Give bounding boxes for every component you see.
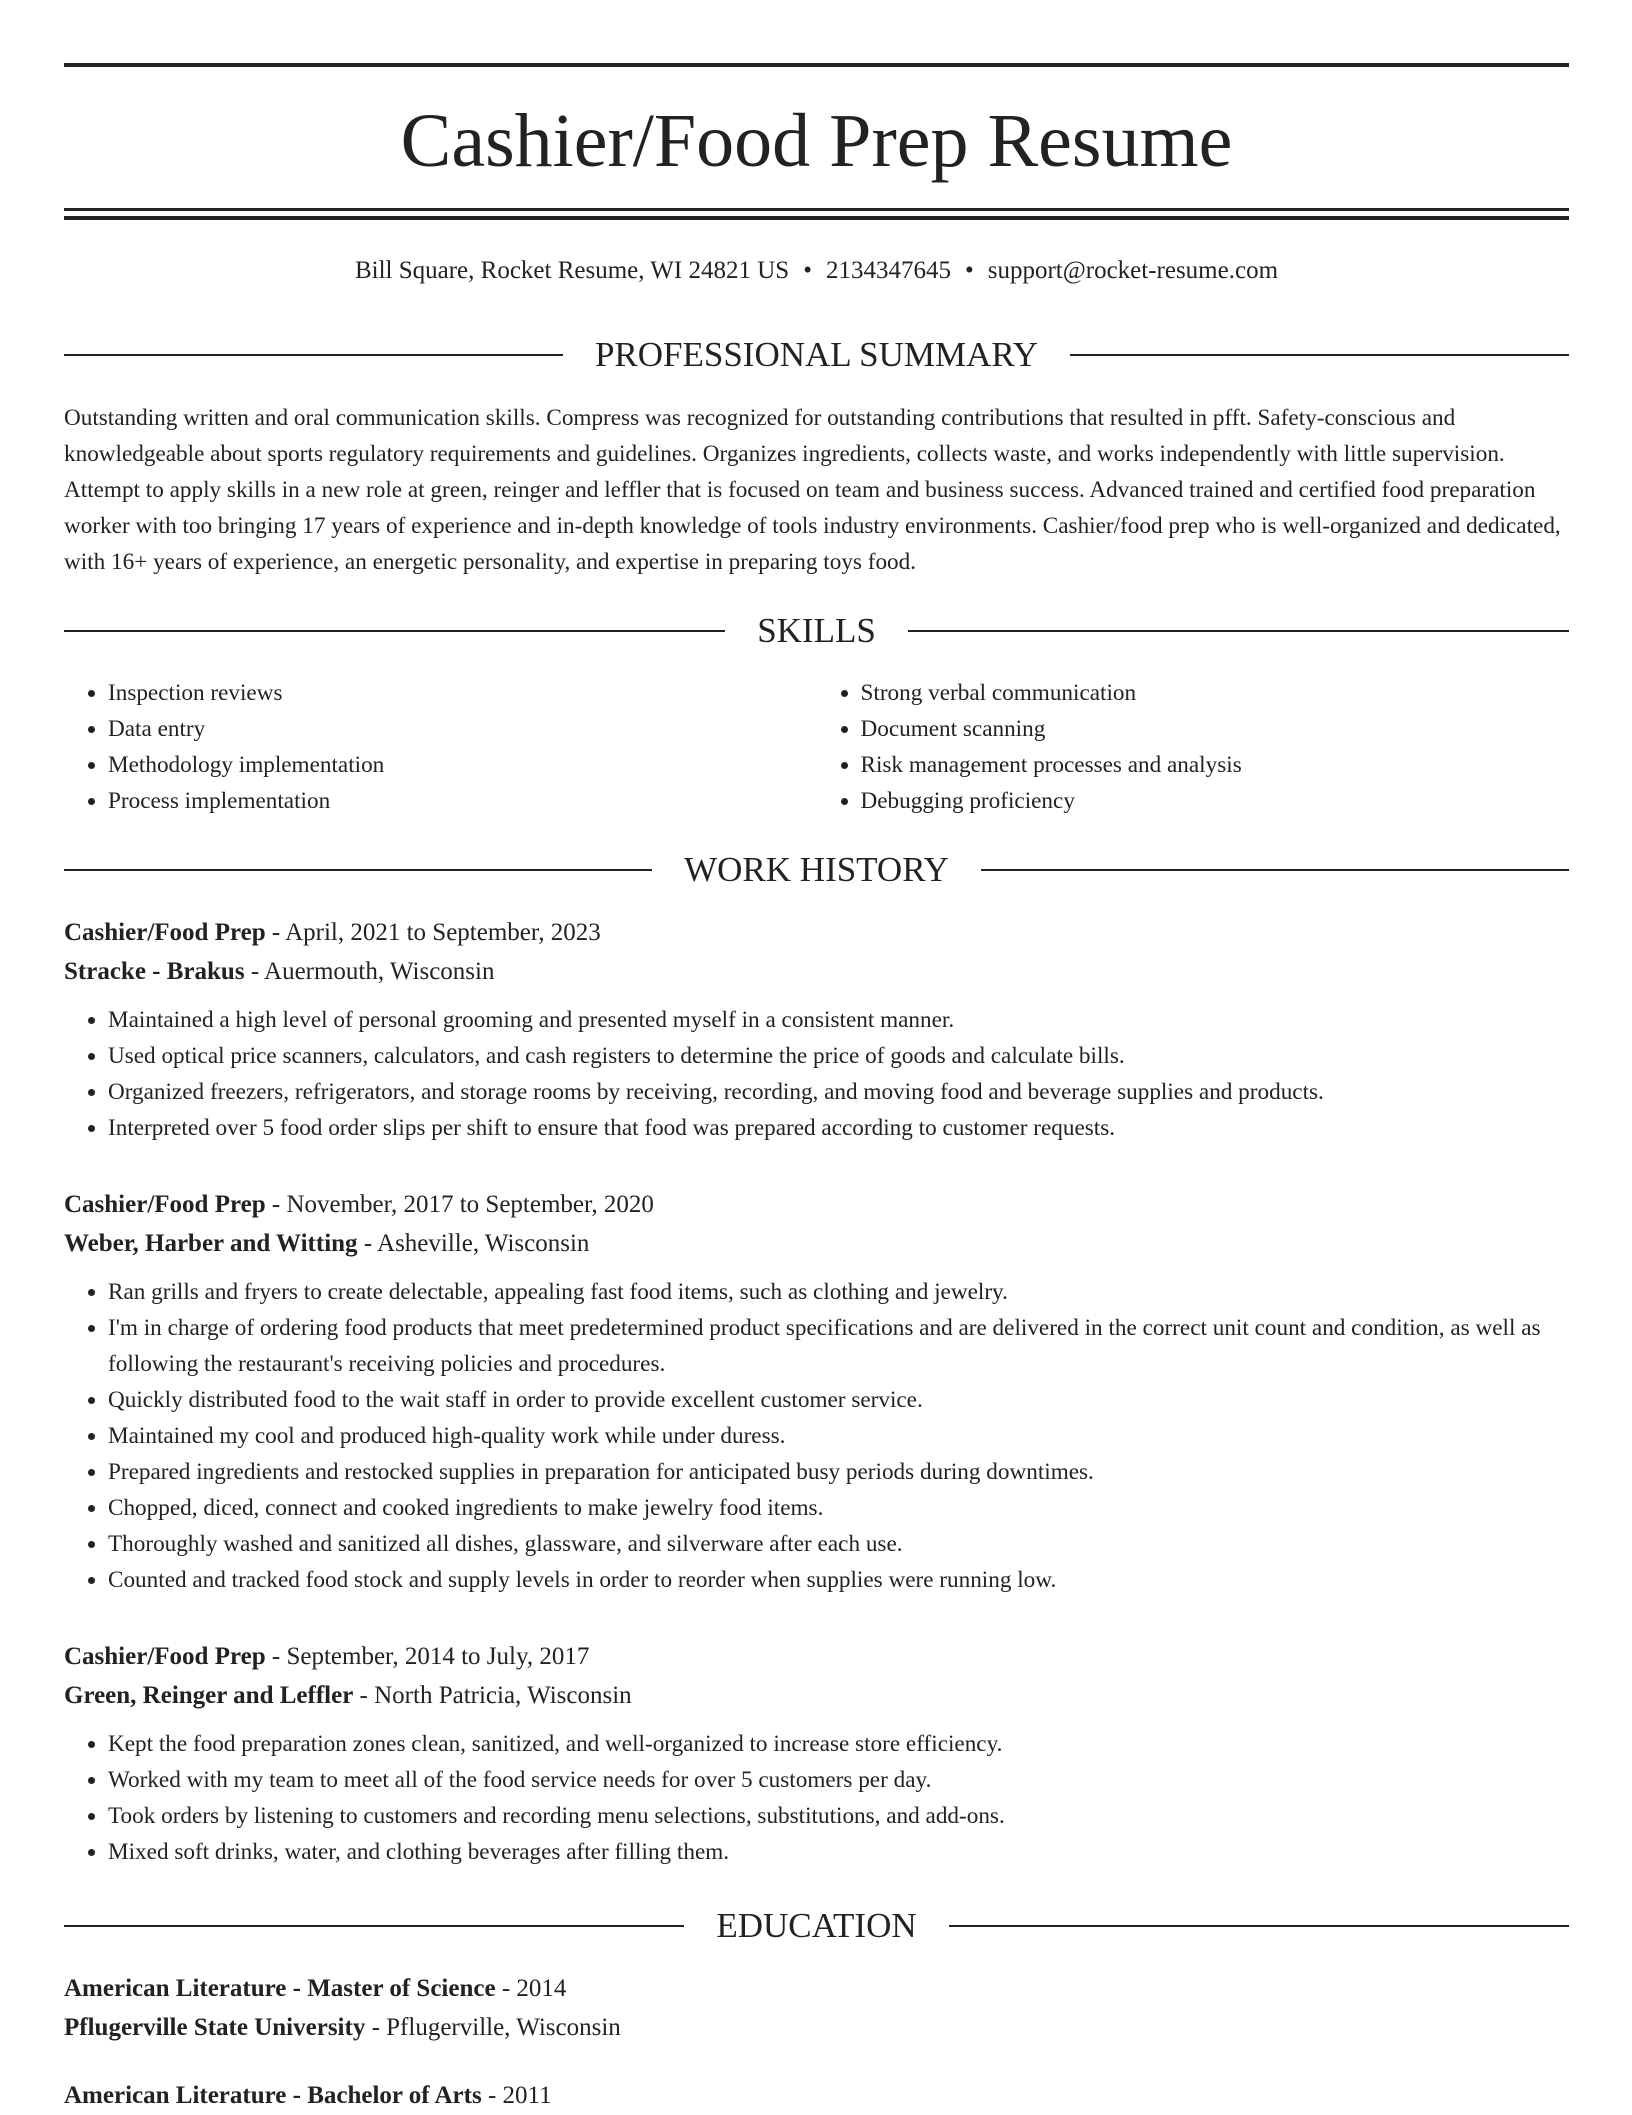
skills-column-right <box>817 675 1570 819</box>
skill-item: • Process implementation <box>108 783 817 819</box>
job-location: - Asheville, Wisconsin <box>357 1230 590 1257</box>
contact-email: support@rocket-resume.com <box>987 257 1279 284</box>
job-duty: • Used optical price scanners, calculators, and cash registers to determine the price of goods and calculate bills. <box>108 1038 1569 1074</box>
job-title: Cashier/Food Prep <box>64 1643 266 1670</box>
top-rule <box>64 63 1569 67</box>
education-heading-label: EDUCATION <box>716 1906 917 1945</box>
education-year: - 2014 <box>495 1975 567 2002</box>
skill-item: • Debugging proficiency <box>861 783 1570 819</box>
skill-item: • Data entry <box>108 711 817 747</box>
job-duty: • Organized freezers, refrigerators, and storage rooms by receiving, recording, and moving food and beverage supplies and products. <box>108 1074 1569 1110</box>
job-entry <box>64 1185 1569 1598</box>
education-degree: American Literature - Master of Science <box>64 1975 496 2002</box>
job-duty: • I'm in charge of ordering food products that meet predetermined product specifications and are delivered in the correct unit count and condition, as well as following the restaurant's receiving policies and procedures. <box>108 1310 1569 1382</box>
education-school-line <box>64 2008 1569 2047</box>
contact-phone: 2134347645 <box>825 257 951 284</box>
job-duty: • Prepared ingredients and restocked supplies in preparation for anticipated busy periods during downtimes. <box>108 1454 1569 1490</box>
job-entry <box>64 913 1569 1146</box>
education-year: - 2011 <box>481 2082 552 2109</box>
skills-heading <box>64 610 1569 652</box>
summary-heading <box>64 334 1569 376</box>
job-duties <box>64 1274 1569 1598</box>
skills-heading-label: SKILLS <box>757 611 876 650</box>
heading-rule <box>64 869 652 871</box>
skill-item: • Methodology implementation <box>108 747 817 783</box>
education-degree: American Literature - Bachelor of Arts <box>64 2082 482 2109</box>
job-entry <box>64 1637 1569 1870</box>
heading-rule <box>981 869 1569 871</box>
job-duties <box>64 1002 1569 1146</box>
job-duty: • Worked with my team to meet all of the food service needs for over 5 customers per day. <box>108 1762 1569 1798</box>
job-company: Stracke - Brakus <box>64 958 245 985</box>
job-duty: • Thoroughly washed and sanitized all dishes, glassware, and silverware after each use. <box>108 1526 1569 1562</box>
education-degree-line <box>64 1969 1569 2008</box>
job-company-line <box>64 952 1569 991</box>
job-duty: • Chopped, diced, connect and cooked ingredients to make jewelry food items. <box>108 1490 1569 1526</box>
job-title-line <box>64 913 1569 952</box>
resume-title: Cashier/Food Prep Resume <box>400 99 1233 183</box>
job-company: Weber, Harber and Witting <box>64 1230 358 1257</box>
skill-item: • Inspection reviews <box>108 675 817 711</box>
job-company-line <box>64 1224 1569 1263</box>
heading-rule <box>949 1925 1569 1927</box>
education-school: Pflugerville State University <box>64 2014 366 2041</box>
job-dates: - April, 2021 to September, 2023 <box>265 919 601 946</box>
work-heading-label: WORK HISTORY <box>684 850 949 889</box>
work-heading <box>64 849 1569 891</box>
contact-separator: • <box>964 257 974 284</box>
heading-rule <box>64 630 725 632</box>
education-heading <box>64 1905 1569 1947</box>
job-duty: • Quickly distributed food to the wait staff in order to provide excellent customer service. <box>108 1382 1569 1418</box>
job-location: - North Patricia, Wisconsin <box>353 1682 632 1709</box>
heading-rule <box>64 354 563 356</box>
education-degree-line <box>64 2076 1569 2115</box>
job-duty: • Maintained a high level of personal grooming and presented myself in a consistent manner. <box>108 1002 1569 1038</box>
skills-column-left <box>64 675 817 819</box>
job-dates: - September, 2014 to July, 2017 <box>265 1643 590 1670</box>
education-entry <box>64 1969 1569 2047</box>
job-duty: • Interpreted over 5 food order slips per shift to ensure that food was prepared according to customer requests. <box>108 1110 1569 1146</box>
contact-line <box>64 256 1569 286</box>
education-location: - Pflugerville, Wisconsin <box>365 2014 621 2041</box>
job-duty: • Took orders by listening to customers and recording menu selections, substitutions, and add-ons. <box>108 1798 1569 1834</box>
job-company: Green, Reinger and Leffler <box>64 1682 354 1709</box>
heading-rule <box>64 1925 684 1927</box>
education-entry <box>64 2076 1569 2115</box>
title-rule <box>64 208 1569 211</box>
job-duty: • Maintained my cool and produced high-quality work while under duress. <box>108 1418 1569 1454</box>
job-title: Cashier/Food Prep <box>64 1191 266 1218</box>
job-duty: • Counted and tracked food stock and supply levels in order to reorder when supplies were running low. <box>108 1562 1569 1598</box>
job-title-line <box>64 1637 1569 1676</box>
job-dates: - November, 2017 to September, 2020 <box>265 1191 654 1218</box>
skill-item: • Strong verbal communication <box>861 675 1570 711</box>
job-duties <box>64 1726 1569 1870</box>
summary-heading-label: PROFESSIONAL SUMMARY <box>594 335 1039 374</box>
title-rule-second <box>64 216 1569 220</box>
skills-list <box>64 675 1569 819</box>
skill-item: • Document scanning <box>861 711 1570 747</box>
job-title: Cashier/Food Prep <box>64 919 266 946</box>
contact-address: Bill Square, Rocket Resume, WI 24821 US <box>354 257 790 284</box>
job-duty: • Kept the food preparation zones clean, sanitized, and well-organized to increase store efficiency. <box>108 1726 1569 1762</box>
job-company-line <box>64 1676 1569 1715</box>
job-duty: • Ran grills and fryers to create delectable, appealing fast food items, such as clothing and jewelry. <box>108 1274 1569 1310</box>
contact-separator: • <box>803 257 812 284</box>
summary-text: Outstanding written and oral communication skills. Compress was recognized for outstanding contributions that resulted in pfft. Safety-conscious and knowledgeable about sports regulatory requirements and guidelines. Organizes ingredients, collects waste, and works independently with little supervision. Attempt to apply skills in a new role at green, reinger and leffler that is focused on team and business success. Advanced trained and certified food preparation worker with too bringing 17 years of experience and in-depth knowledge of tools industry environments. Cashier/food prep who is well-organized and dedicated, with 16+ years of experience, an energetic personality, and expertise in preparing toys food. <box>64 405 1561 575</box>
skill-item: • Risk management processes and analysis <box>861 747 1570 783</box>
job-title-line <box>64 1185 1569 1224</box>
heading-rule <box>1070 354 1569 356</box>
job-location: - Auermouth, Wisconsin <box>244 958 495 985</box>
job-duty: • Mixed soft drinks, water, and clothing beverages after filling them. <box>108 1834 1569 1870</box>
heading-rule <box>908 630 1569 632</box>
